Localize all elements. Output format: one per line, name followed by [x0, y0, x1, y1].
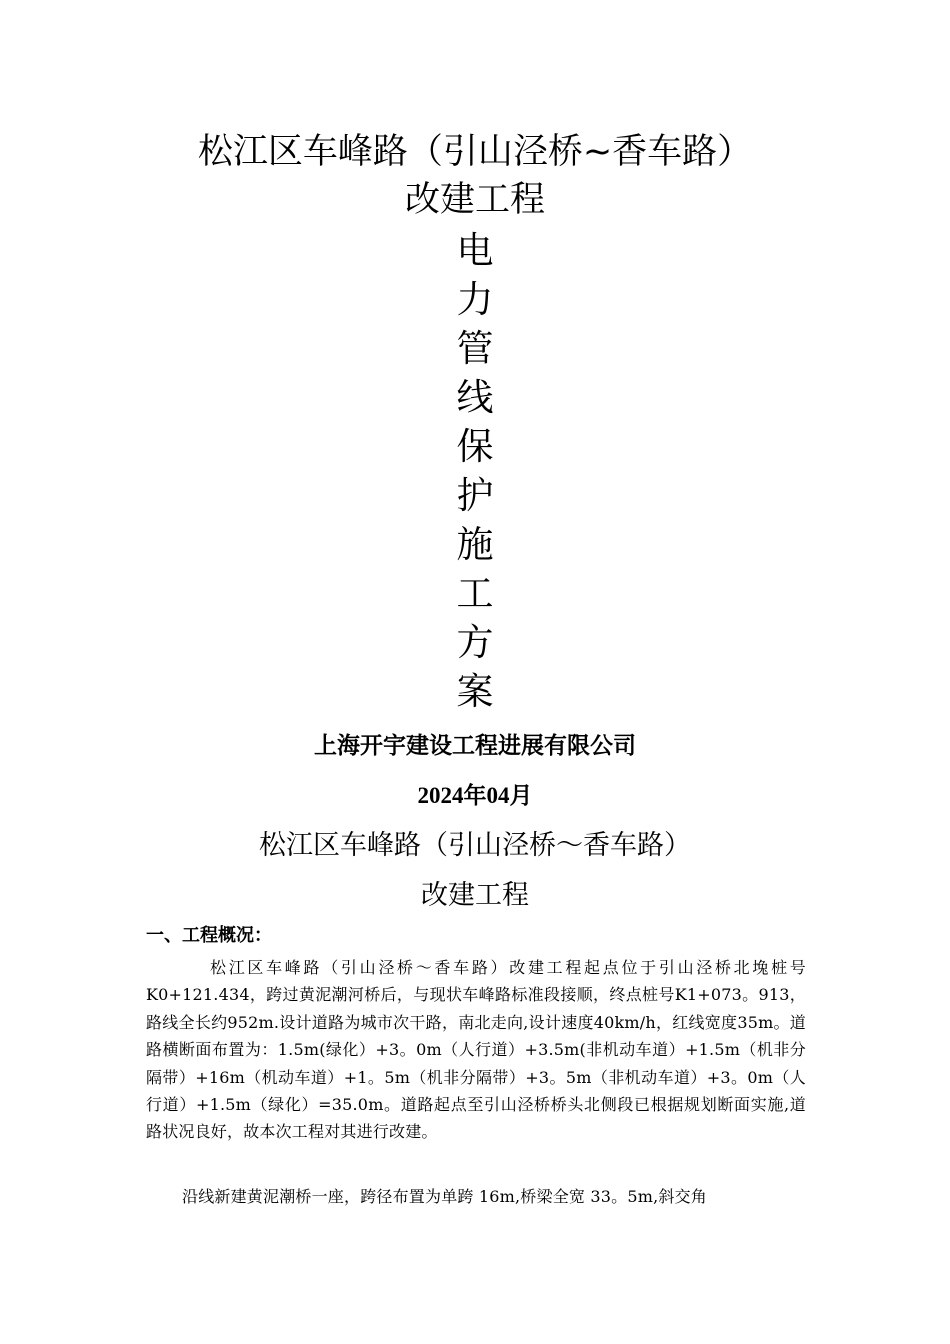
company-name: 上海开宇建设工程进展有限公司 [314, 733, 636, 759]
cover-title-line1: 松江区车峰路（引山泾桥~香车路） [197, 132, 753, 172]
vertical-title-char: 案 [456, 670, 494, 713]
vertical-title-char: 管 [456, 327, 494, 370]
vertical-title-char: 电 [456, 229, 494, 272]
vertical-title-char: 工 [456, 572, 494, 615]
cover-title-line2: 改建工程 [404, 180, 545, 220]
section-heading: 一、工程概况： [146, 925, 272, 946]
content-title-line2: 改建工程 [421, 880, 529, 911]
content-title-line1: 松江区车峰路（引山泾桥～香车路） [259, 830, 691, 861]
vertical-title-char: 力 [456, 278, 494, 321]
document-date: 2024年04月 [417, 783, 533, 808]
body-paragraph: 松江区车峰路（引山泾桥～香车路）改建工程起点位于引山泾桥北堍桩号 K0+121.434，跨过黄泥潮河桥后，与现状车峰路标准段接顺，终点桩号K1+073。913，路线全长约952m.设计道路为城市次干路，南北走向,设计速度40km/h，红线宽度35m。道路横断面布置为：1.5m(绿化）+3。0m（人行道）+3.5m(非机动车道）+1.5m（机非分隔带）+16m（机动车道）+1。5m（机非分隔带）+3。5m（非机动车道）+3。0m（人行道）+1.5m（绿化）=35.0m。道路起点至引山泾桥桥头北侧段已根据规划断面实施,道路状况良好，故本次工程对其进行改建。 [146, 958, 806, 1142]
vertical-title-char: 方 [456, 621, 494, 664]
vertical-title-char: 护 [456, 474, 494, 517]
body-paragraph: 沿线新建黄泥潮桥一座，跨径布置为单跨 16m,桥梁全宽 33。5m,斜交角 [182, 1187, 707, 1206]
vertical-title-char: 线 [456, 376, 494, 419]
vertical-title-char: 施 [456, 523, 494, 566]
vertical-title [0, 226, 950, 716]
vertical-title-char: 保 [456, 425, 494, 468]
